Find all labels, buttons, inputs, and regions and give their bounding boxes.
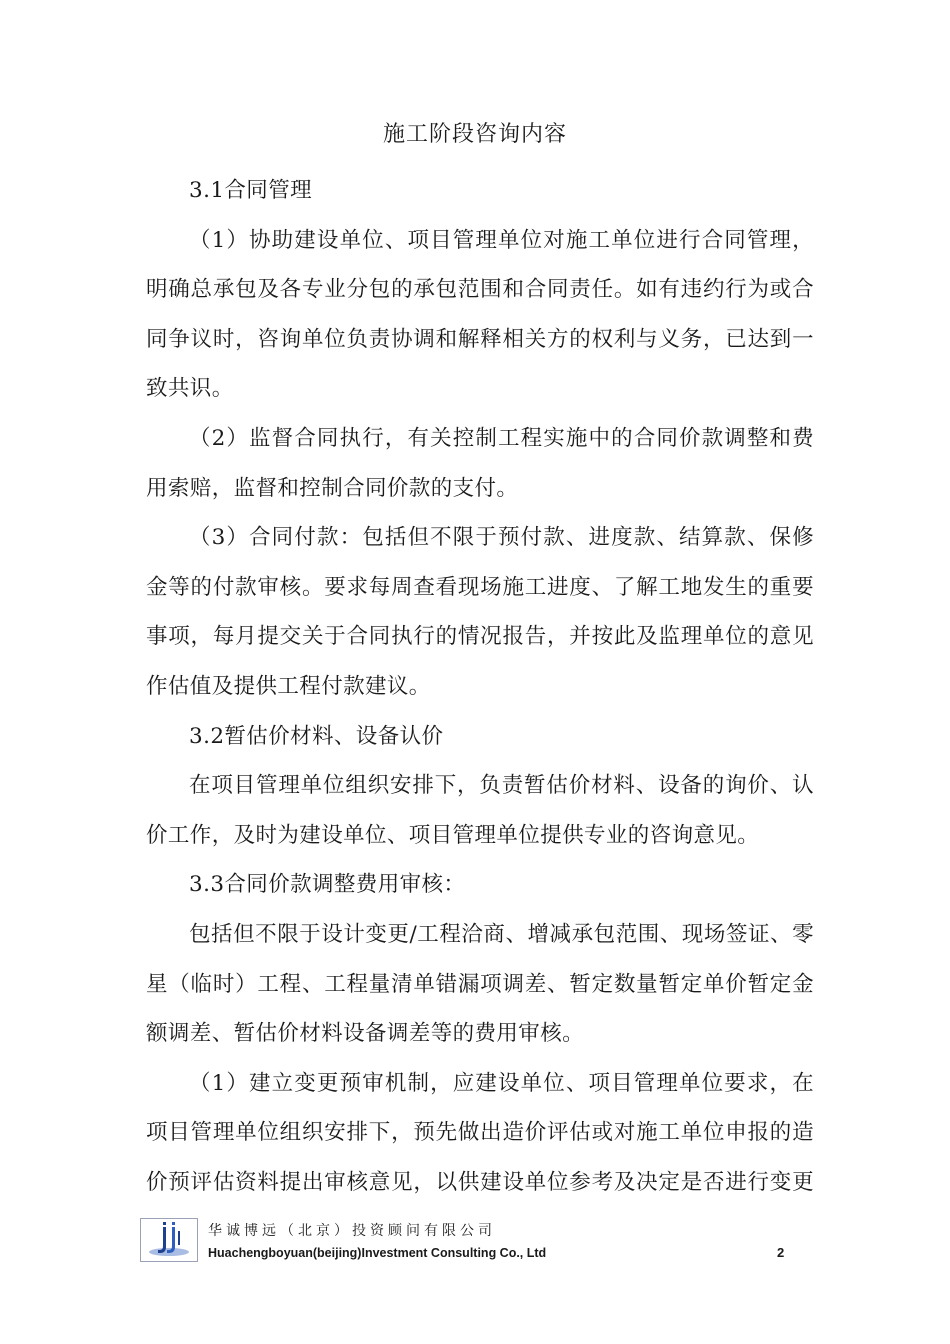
- section-heading-3-1: 3.1合同管理: [189, 178, 312, 203]
- paragraph-price-adjustment-scope: 包括但不限于设计变更/工程洽商、增减承包范围、现场签证、零星（临时）工程、工程量清单错漏项调差、暂定数量暂定单价暂定金额调差、暂估价材料设备调差等的费用审核。: [146, 921, 814, 1047]
- paragraph-change-pre-review: （1）建立变更预审机制，应建设单位、项目管理单位要求，在项目管理单位组织安排下，预先做出造价评估或对施工单位申报的造价预评估资料提出审核意见，以供建设单位参考及决定是否进行变更: [146, 1070, 814, 1195]
- footer-company-name-cn: 华诚博远（北京）投资顾问有限公司: [208, 1223, 496, 1239]
- section-heading-3-3: 3.3合同价款调整费用审核：: [189, 872, 466, 898]
- company-logo-icon: [140, 1218, 198, 1262]
- document-body: [146, 166, 814, 1257]
- paragraph-contract-management-3: （3）合同付款：包括但不限于预付款、进度款、结算款、保修金等的付款审核。要求每周查看现场施工进度、了解工地发生的重要事项，每月提交关于合同执行的情况报告，并按此及监理单位的意见作估值及提供工程付款建议。: [146, 525, 814, 699]
- paragraph-contract-management-2: （2）监督合同执行，有关控制工程实施中的合同价款调整和费用索赔，监督和控制合同价款的支付。: [146, 425, 814, 501]
- company-logo-graphic: [141, 1219, 197, 1261]
- paragraph-contract-management-1: （1）协助建设单位、项目管理单位对施工单位进行合同管理，明确总承包及各专业分包的承包范围和合同责任。如有违约行为或合同争议时，咨询单位负责协调和解释相关方的权利与义务，已达到一致共识。: [146, 227, 814, 402]
- page-number: 2: [777, 1245, 785, 1260]
- page-title: 施工阶段咨询内容: [382, 122, 567, 147]
- footer-company-name-en: Huachengboyuan(beijing)Investment Consulting Co., Ltd: [208, 1246, 547, 1260]
- paragraph-provisional-materials: 在项目管理单位组织安排下，负责暂估价材料、设备的询价、认价工作，及时为建设单位、项目管理单位提供专业的咨询意见。: [146, 773, 814, 848]
- section-heading-3-2: 3.2暂估价材料、设备认价: [189, 723, 444, 749]
- page-footer: [140, 1216, 840, 1266]
